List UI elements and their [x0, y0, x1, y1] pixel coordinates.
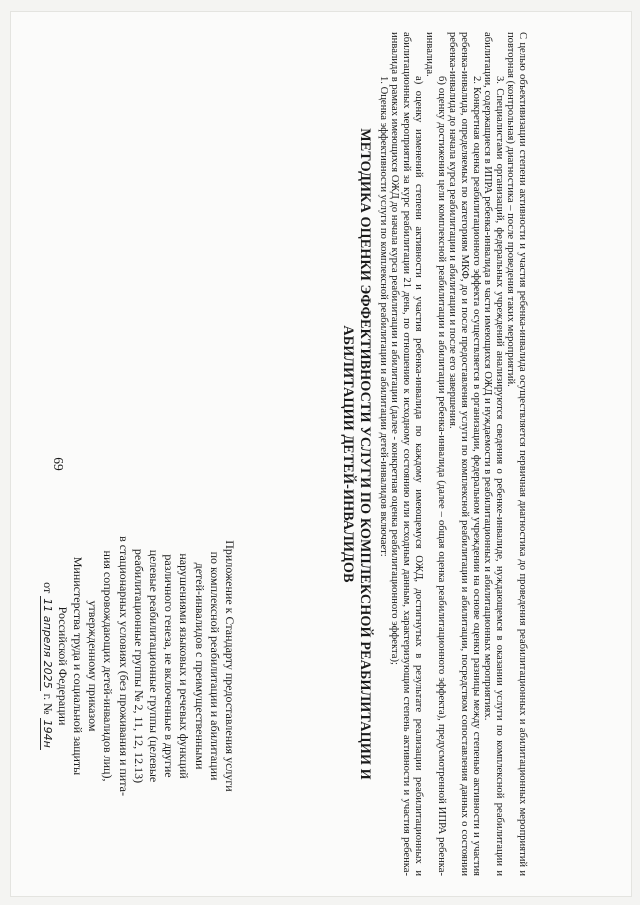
paragraph-1: 1. Оценка эффективности услуги по комплексной реабилитации и абилитации детей-инвалидов включает: — [377, 76, 389, 557]
appendix-line: Министерства труда и социальной защиты — [70, 556, 85, 776]
appendix-line: Приложение к Стандарту предоставления услуги — [223, 540, 237, 792]
paragraph-4: 2. Конкретная оценка реабилитационного эффекта осуществляется в организации, федеральном учреждении на основе оценки разницы между степенью активности и участия ребенка-инвалида, определяемых по категориям МКФ, до и после предоставления услуги по комплексной реабилитации и абилитации, посредством сопоставления данных о состоянии ребенка-инвалида до начала курса реабилитации и абилитации и после его завершения. — [447, 32, 482, 876]
title-line-1: МЕТОДИКА ОЦЕНКИ ЭФФЕКТИВНОСТИ УСЛУГИ ПО КОМПЛЕКСНОЙ РЕАБИЛИТАЦИИ И — [357, 128, 373, 780]
appendix-line: различного генеза, не включенные в другие — [162, 554, 177, 778]
paragraph-6: С целью объективизации степени активности и участия ребенка-инвалида осуществляется первичная диагностика до проведения реабилитационных и абилитационных мероприятий и повторная (контрольная) диагностика – после проведения таких мероприятий. — [505, 32, 528, 876]
approval-mid: г. № — [40, 693, 55, 715]
appendix-line: реабилитационные группы № 2, 11, 12, 12.13) — [131, 548, 146, 784]
document-page — [11, 12, 631, 896]
paragraph-3: б) оценку достижения цели комплексной реабилитации и абилитации ребенка-инвалида (далее – общая оценка реабилитационного эффекта), предусмотренной ИПРА ребенка-инвалида. — [424, 32, 447, 876]
document-body — [377, 32, 528, 876]
paragraph-2: а) оценку изменений степени активности и участия ребенка-инвалида по каждому имеющемуся ОЖД, достигнутых в результате реализации реабилитационных и абилитационных мероприятий за курс реабилитации 21 день, по отношению к исходному состоянию или исходным данным, характеризующим степень активности и участия ребенка-инвалида в рамках имеющихся ОЖД до начала курса реабилитации и абилитации (далее - конкретная оценка реабилитационного эффекта); — [389, 32, 424, 876]
appendix-header — [39, 486, 237, 846]
appendix-line: по комплексной реабилитации и абилитации — [207, 551, 222, 781]
appendix-line: целевые реабилитационные группы (целевые — [146, 549, 161, 783]
rotated-page-content — [11, 12, 631, 896]
approval-prefix: от — [40, 582, 55, 594]
appendix-line: нарушениями языковых и речевых функций — [177, 553, 192, 779]
appendix-line: Российской Федерации — [55, 606, 70, 726]
page-number: 69 — [51, 457, 66, 471]
approval-number-handwritten: 194н — [40, 719, 54, 748]
appendix-line: в стационарных условиях (без проживания и пита- — [116, 536, 131, 796]
title-line-2: АБИЛИТАЦИИ ДЕТЕЙ-ИНВАЛИДОВ — [340, 325, 356, 583]
paragraph-5: 3. Специалистами организаций, федеральных учреждений анализируются сведения о ребенке-инвалиде, нуждающемся в оказании услуги по комплексной реабилитации и абилитации, содержащиеся в ИПРА ребенка-инвалида в части имеющихся ОЖД и нуждаемости в реабилитационных и абилитационных мероприятиях. — [482, 32, 505, 876]
document-title — [339, 32, 373, 876]
appendix-line: ния сопровождающих детей-инвалидов лиц), — [101, 550, 116, 782]
appendix-line: детей-инвалидов с преимущественными — [192, 562, 207, 770]
appendix-line: утвержденному приказом — [86, 600, 101, 732]
approval-line — [39, 486, 54, 846]
approval-date-handwritten: 11 апреля 2025 — [40, 598, 54, 689]
